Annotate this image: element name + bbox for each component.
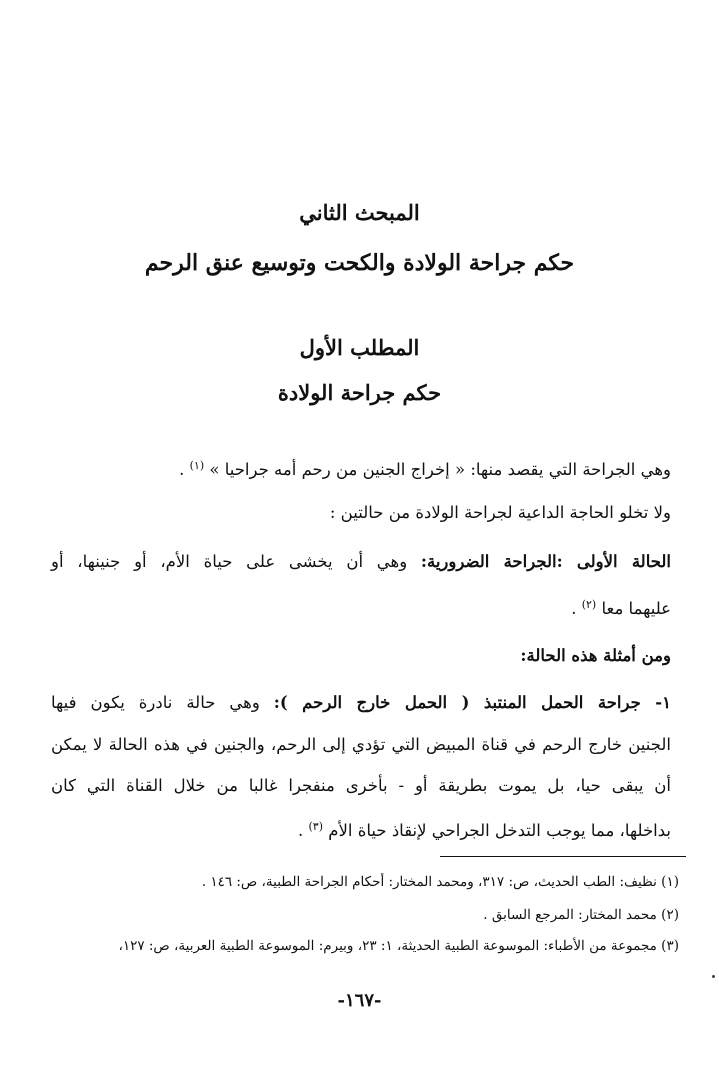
case1-cont-text: عليهما معا bbox=[601, 599, 671, 618]
definition-end: . bbox=[179, 460, 185, 479]
footnote-3: (٣) مجموعة من الأطباء: الموسوعة الطبية الحديثة، ١: ٢٣، وبيرم: الموسوعة الطبية العربية، ص: ١٢٧، bbox=[118, 938, 679, 954]
example1-line3: أن يبقى حيا، بل يموت بطريقة أو - بأخرى منفجرا غالبا من خلال القناة التي كان bbox=[51, 776, 671, 795]
footnote-2: (٢) محمد المختار: المرجع السابق . bbox=[483, 907, 679, 923]
footnote-1: (١) نظيف: الطب الحديث، ص: ٣١٧، ومحمد المختار: أحكام الجراحة الطبية، ص: ١٤٦ . bbox=[201, 874, 679, 890]
paragraph-definition bbox=[51, 453, 671, 483]
examples-heading: ومن أمثلة هذه الحالة: bbox=[520, 646, 671, 665]
example1-line2: الجنين خارج الرحم في قناة المبيض التي تؤدي إلى الرحم، والجنين في هذه الحالة لا يمكن bbox=[51, 735, 671, 754]
subsection-heading: المطلب الأول bbox=[299, 335, 420, 360]
case1-line bbox=[51, 549, 671, 575]
section-title: حكم جراحة الولادة والكحت وتوسيع عنق الرحم bbox=[144, 250, 575, 276]
case1-label: الحالة الأولى :الجراحة الضرورية: bbox=[420, 552, 672, 571]
section-heading: المبحث الثاني bbox=[299, 200, 420, 225]
example1-line1 bbox=[51, 690, 671, 716]
paragraph-cases-intro: ولا تخلو الحاجة الداعية لجراحة الولادة من حالتين : bbox=[329, 503, 671, 522]
footnote-ref-3: (٣) bbox=[308, 820, 324, 833]
example1-text4: بداخلها، مما يوجب التدخل الجراحي لإنقاذ حياة الأم bbox=[328, 821, 671, 840]
definition-text: وهي الجراحة التي يقصد منها: « إخراج الجنين من رحم أمه جراحيا » bbox=[209, 460, 671, 479]
footnote-ref-1: (١) bbox=[189, 459, 205, 472]
case1-end: . bbox=[571, 599, 577, 618]
page-number: -١٦٧- bbox=[337, 990, 382, 1011]
case1-continuation bbox=[51, 592, 671, 622]
example1-label: ١- جراحة الحمل المنتبذ ( الحمل خارج الرحم ): bbox=[273, 693, 671, 712]
subsection-title: حكم جراحة الولادة bbox=[277, 380, 442, 405]
footnote-separator bbox=[440, 856, 686, 857]
example1-line4 bbox=[51, 814, 671, 844]
footnote-ref-2: (٢) bbox=[581, 598, 597, 611]
case1-text: وهي أن يخشى على حياة الأم، أو جنينها، أو bbox=[51, 552, 408, 571]
example1-text1: وهي حالة نادرة يكون فيها bbox=[51, 693, 260, 712]
scan-speck bbox=[712, 975, 715, 978]
example1-end: . bbox=[298, 821, 304, 840]
